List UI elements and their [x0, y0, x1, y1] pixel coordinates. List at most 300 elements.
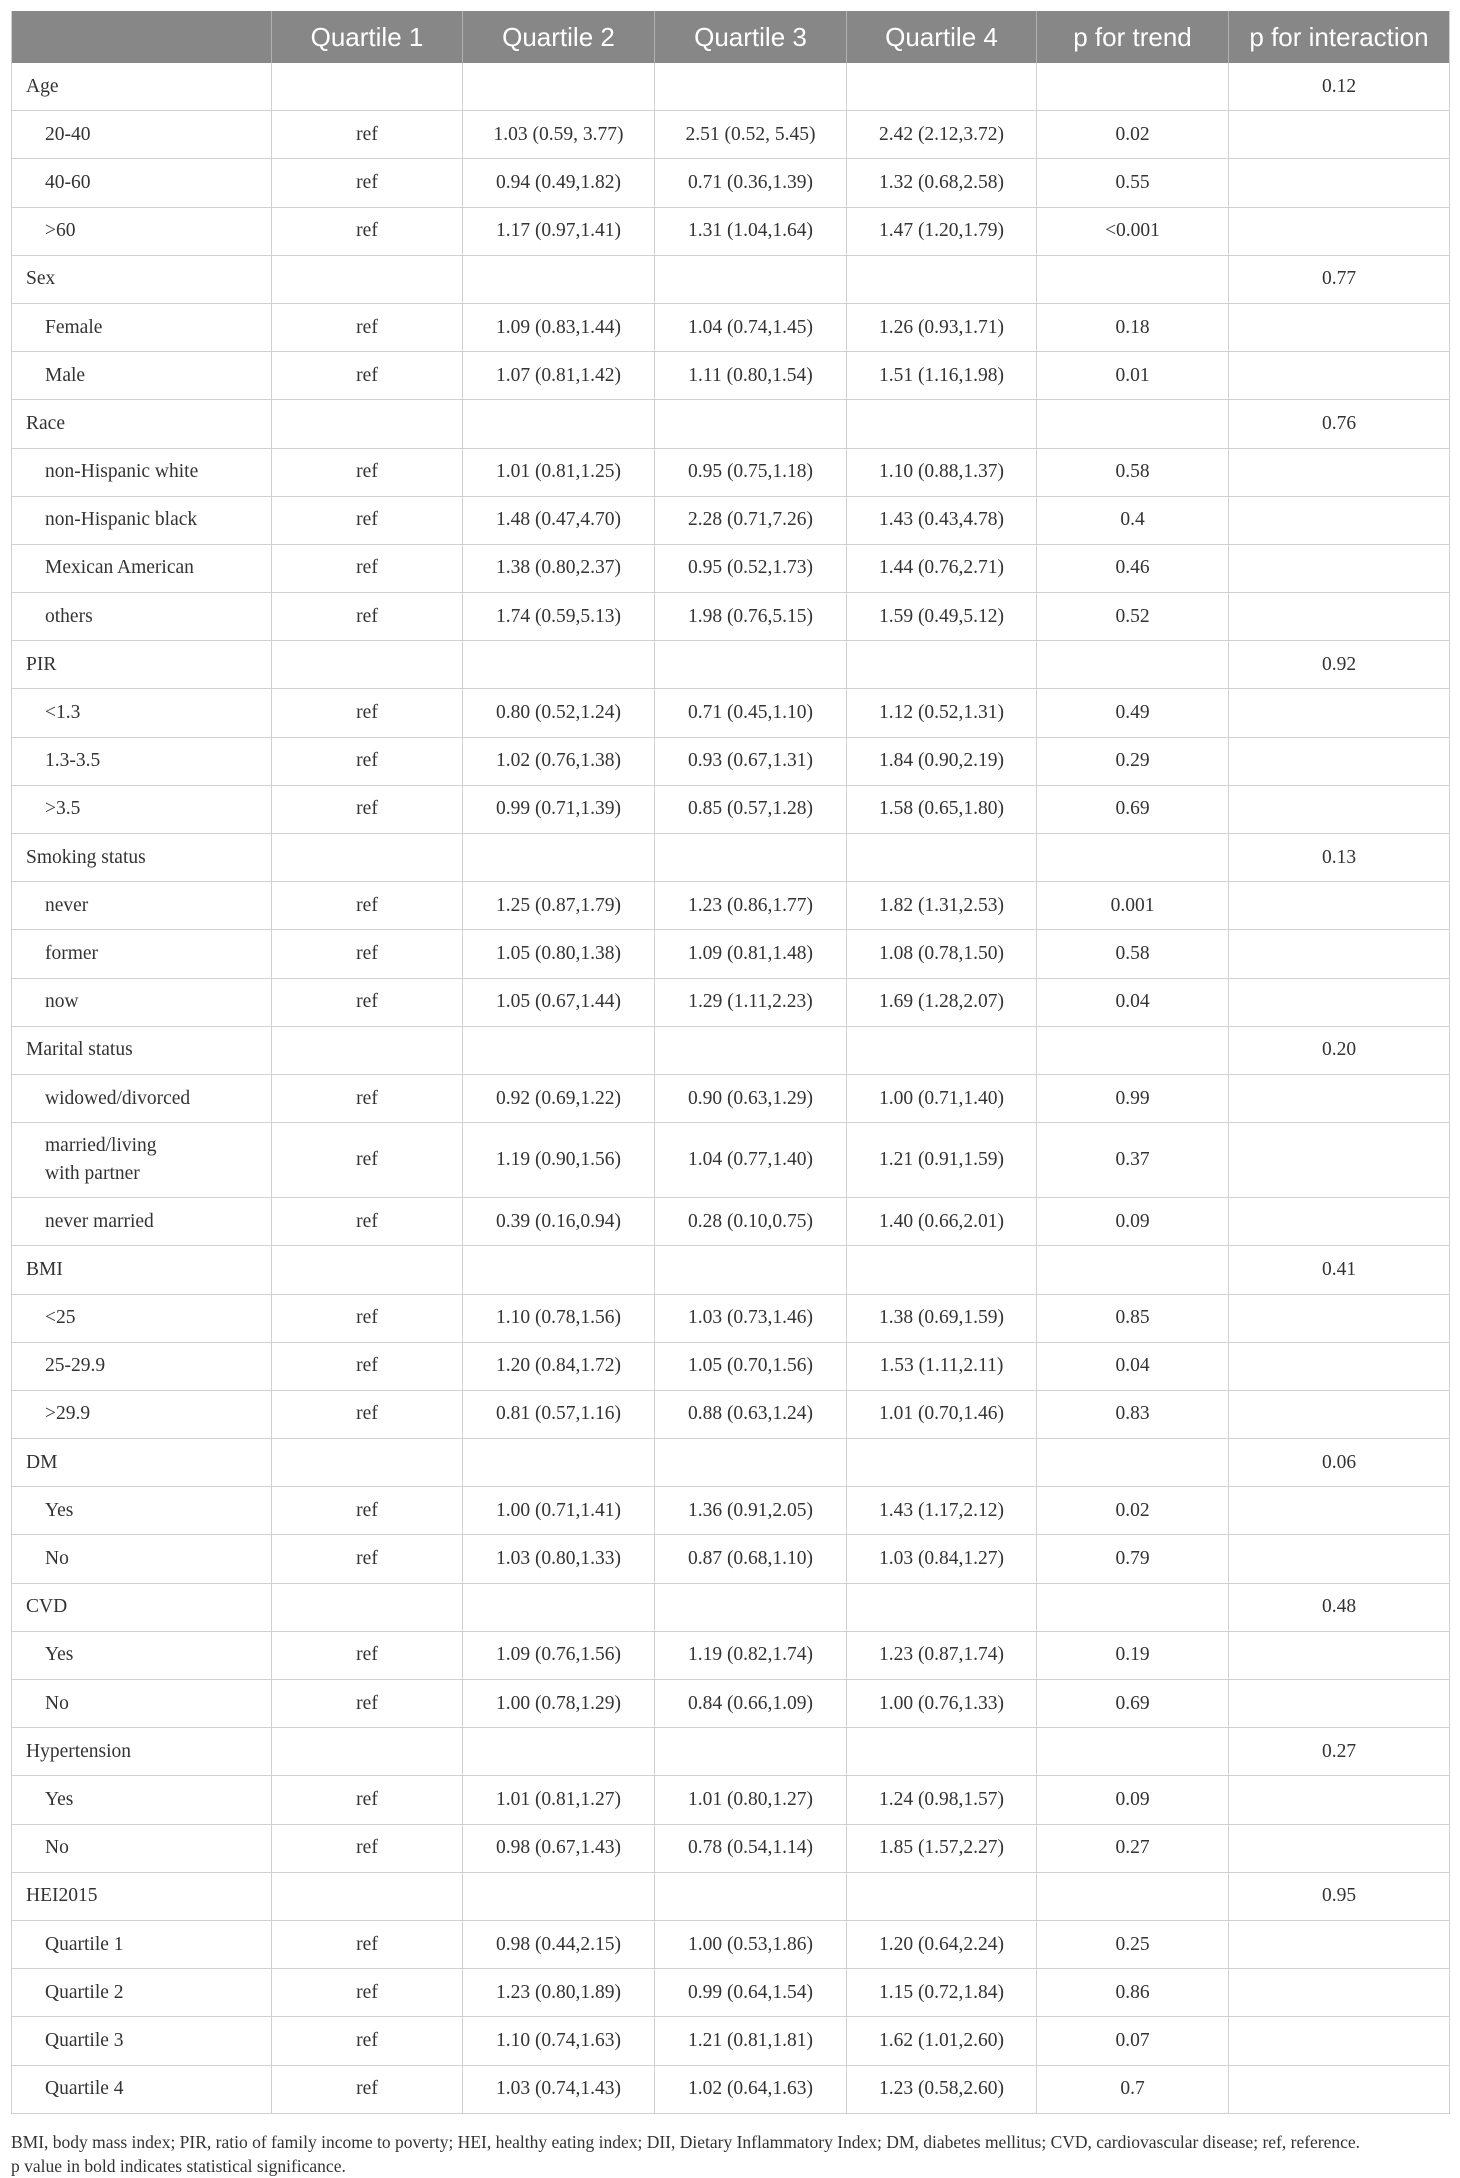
empty-cell — [463, 1439, 655, 1486]
cell-quartile-2: 1.10 (0.74,1.63) — [463, 2017, 655, 2064]
column-header-quartile-1: Quartile 1 — [272, 11, 463, 63]
cell-quartile-1: ref — [272, 159, 463, 206]
empty-cell — [655, 1439, 847, 1486]
cell-quartile-2: 0.92 (0.69,1.22) — [463, 1075, 655, 1122]
empty-cell — [1229, 352, 1449, 399]
cell-quartile-4: 1.69 (1.28,2.07) — [847, 979, 1037, 1026]
cell-quartile-1: ref — [272, 1921, 463, 1968]
table-row — [12, 1680, 1449, 1728]
subgroup-label: No — [12, 1825, 272, 1872]
empty-cell — [272, 1584, 463, 1631]
cell-quartile-4: 1.20 (0.64,2.24) — [847, 1921, 1037, 1968]
cell-quartile-3: 1.21 (0.81,1.81) — [655, 2017, 847, 2064]
subgroup-label: >29.9 — [12, 1391, 272, 1438]
table-row — [12, 979, 1449, 1027]
cell-p-for-trend: 0.4 — [1037, 497, 1229, 544]
cell-quartile-2: 0.39 (0.16,0.94) — [463, 1198, 655, 1245]
table-row — [12, 1391, 1449, 1439]
table-row — [12, 882, 1449, 930]
results-table — [11, 11, 1450, 2114]
empty-cell — [1229, 1075, 1449, 1122]
empty-cell — [1037, 641, 1229, 688]
cell-quartile-2: 1.23 (0.80,1.89) — [463, 1969, 655, 2016]
cell-quartile-1: ref — [272, 1295, 463, 1342]
empty-cell — [1229, 208, 1449, 255]
empty-cell — [847, 834, 1037, 881]
empty-cell — [655, 1027, 847, 1074]
cell-quartile-3: 1.36 (0.91,2.05) — [655, 1487, 847, 1534]
empty-cell — [655, 63, 847, 110]
cell-quartile-2: 1.02 (0.76,1.38) — [463, 738, 655, 785]
empty-cell — [1229, 497, 1449, 544]
empty-cell — [1229, 786, 1449, 833]
cell-quartile-2: 1.05 (0.67,1.44) — [463, 979, 655, 1026]
empty-cell — [1229, 882, 1449, 929]
cell-quartile-2: 1.09 (0.83,1.44) — [463, 304, 655, 351]
cell-p-for-trend: 0.7 — [1037, 2066, 1229, 2113]
empty-cell — [1037, 1873, 1229, 1920]
cell-p-for-trend: 0.69 — [1037, 786, 1229, 833]
empty-cell — [655, 641, 847, 688]
empty-cell — [1229, 1487, 1449, 1534]
subgroup-label: Yes — [12, 1487, 272, 1534]
empty-cell — [1229, 1776, 1449, 1823]
cell-quartile-1: ref — [272, 1391, 463, 1438]
group-label: HEI2015 — [12, 1873, 272, 1920]
cell-quartile-2: 0.80 (0.52,1.24) — [463, 689, 655, 736]
group-label: Race — [12, 400, 272, 447]
cell-quartile-4: 1.53 (1.11,2.11) — [847, 1343, 1037, 1390]
cell-quartile-2: 1.03 (0.80,1.33) — [463, 1535, 655, 1582]
table-row — [12, 786, 1449, 834]
table-footnotes — [11, 2130, 1451, 2178]
cell-quartile-3: 0.88 (0.63,1.24) — [655, 1391, 847, 1438]
cell-quartile-1: ref — [272, 1632, 463, 1679]
empty-cell — [1229, 1123, 1449, 1197]
cell-quartile-4: 1.12 (0.52,1.31) — [847, 689, 1037, 736]
table-row — [12, 1825, 1449, 1873]
empty-cell — [1229, 738, 1449, 785]
empty-cell — [1037, 256, 1229, 303]
cell-quartile-2: 1.05 (0.80,1.38) — [463, 930, 655, 977]
cell-quartile-2: 1.74 (0.59,5.13) — [463, 593, 655, 640]
table-row — [12, 1343, 1449, 1391]
column-header-quartile-2: Quartile 2 — [463, 11, 655, 63]
table-row — [12, 1921, 1449, 1969]
cell-quartile-1: ref — [272, 497, 463, 544]
cell-quartile-3: 1.03 (0.73,1.46) — [655, 1295, 847, 1342]
cell-quartile-4: 2.42 (2.12,3.72) — [847, 111, 1037, 158]
empty-cell — [655, 1728, 847, 1775]
subgroup-label: former — [12, 930, 272, 977]
cell-quartile-2: 0.81 (0.57,1.16) — [463, 1391, 655, 1438]
empty-cell — [847, 256, 1037, 303]
cell-quartile-4: 1.03 (0.84,1.27) — [847, 1535, 1037, 1582]
empty-cell — [1229, 1969, 1449, 2016]
empty-cell — [1229, 449, 1449, 496]
empty-cell — [847, 1584, 1037, 1631]
empty-cell — [655, 256, 847, 303]
cell-quartile-2: 1.00 (0.78,1.29) — [463, 1680, 655, 1727]
empty-cell — [1229, 1921, 1449, 1968]
cell-quartile-3: 0.93 (0.67,1.31) — [655, 738, 847, 785]
empty-cell — [1229, 1295, 1449, 1342]
cell-quartile-1: ref — [272, 1776, 463, 1823]
empty-cell — [463, 1027, 655, 1074]
cell-quartile-3: 0.95 (0.52,1.73) — [655, 545, 847, 592]
empty-cell — [847, 63, 1037, 110]
subgroup-label: now — [12, 979, 272, 1026]
cell-quartile-4: 1.26 (0.93,1.71) — [847, 304, 1037, 351]
cell-quartile-2: 1.48 (0.47,4.70) — [463, 497, 655, 544]
table-row — [12, 689, 1449, 737]
table-row — [12, 1075, 1449, 1123]
group-row — [12, 400, 1449, 448]
table-row — [12, 1198, 1449, 1246]
empty-cell — [1037, 1246, 1229, 1293]
subgroup-label: Yes — [12, 1632, 272, 1679]
cell-quartile-1: ref — [272, 689, 463, 736]
table-row — [12, 1776, 1449, 1824]
cell-quartile-1: ref — [272, 111, 463, 158]
table-row — [12, 497, 1449, 545]
group-label: Smoking status — [12, 834, 272, 881]
table-row — [12, 111, 1449, 159]
subgroup-label: others — [12, 593, 272, 640]
cell-quartile-2: 1.01 (0.81,1.27) — [463, 1776, 655, 1823]
subgroup-label: Mexican American — [12, 545, 272, 592]
cell-p-for-trend: 0.69 — [1037, 1680, 1229, 1727]
table-row — [12, 1487, 1449, 1535]
cell-quartile-4: 1.51 (1.16,1.98) — [847, 352, 1037, 399]
cell-quartile-3: 1.19 (0.82,1.74) — [655, 1632, 847, 1679]
cell-quartile-1: ref — [272, 1123, 463, 1197]
empty-cell — [847, 1873, 1037, 1920]
group-label: Sex — [12, 256, 272, 303]
empty-cell — [847, 400, 1037, 447]
group-row — [12, 641, 1449, 689]
cell-quartile-3: 0.85 (0.57,1.28) — [655, 786, 847, 833]
empty-cell — [1229, 1680, 1449, 1727]
cell-quartile-3: 0.95 (0.75,1.18) — [655, 449, 847, 496]
cell-quartile-1: ref — [272, 738, 463, 785]
cell-quartile-3: 0.28 (0.10,0.75) — [655, 1198, 847, 1245]
cell-quartile-4: 1.40 (0.66,2.01) — [847, 1198, 1037, 1245]
empty-cell — [1229, 1535, 1449, 1582]
table-row — [12, 738, 1449, 786]
table-row — [12, 159, 1449, 207]
cell-quartile-3: 0.84 (0.66,1.09) — [655, 1680, 847, 1727]
empty-cell — [1037, 400, 1229, 447]
cell-quartile-1: ref — [272, 979, 463, 1026]
table-row — [12, 545, 1449, 593]
subgroup-label: non-Hispanic white — [12, 449, 272, 496]
empty-cell — [463, 1728, 655, 1775]
empty-cell — [463, 641, 655, 688]
empty-cell — [655, 1584, 847, 1631]
empty-cell — [1229, 1391, 1449, 1438]
empty-cell — [1037, 834, 1229, 881]
subgroup-label: never — [12, 882, 272, 929]
table-row — [12, 2066, 1449, 2114]
cell-quartile-2: 0.98 (0.67,1.43) — [463, 1825, 655, 1872]
empty-cell — [1037, 1439, 1229, 1486]
empty-cell — [463, 63, 655, 110]
cell-p-for-interaction: 0.48 — [1321, 1596, 1357, 1618]
cell-p-for-trend: <0.001 — [1037, 208, 1229, 255]
subgroup-label: 25-29.9 — [12, 1343, 272, 1390]
column-header-p-for-trend: p for trend — [1037, 11, 1229, 63]
table-row — [12, 1969, 1449, 2017]
empty-cell — [463, 256, 655, 303]
cell-p-for-trend: 0.02 — [1037, 1487, 1229, 1534]
empty-cell — [272, 641, 463, 688]
cell-p-for-trend: 0.09 — [1037, 1776, 1229, 1823]
empty-cell — [272, 400, 463, 447]
cell-p-for-interaction: 0.20 — [1321, 1039, 1357, 1061]
subgroup-label: >3.5 — [12, 786, 272, 833]
subgroup-label: 1.3-3.5 — [12, 738, 272, 785]
empty-cell — [847, 1027, 1037, 1074]
cell-p-for-interaction: 0.06 — [1321, 1451, 1357, 1473]
empty-cell — [463, 834, 655, 881]
cell-quartile-3: 1.29 (1.11,2.23) — [655, 979, 847, 1026]
cell-p-for-trend: 0.09 — [1037, 1198, 1229, 1245]
empty-cell — [272, 256, 463, 303]
column-header-quartile-3: Quartile 3 — [655, 11, 847, 63]
column-header-p-for-interaction: p for interaction — [1249, 22, 1429, 52]
cell-p-for-interaction: 0.76 — [1321, 412, 1357, 434]
cell-quartile-1: ref — [272, 882, 463, 929]
subgroup-label: No — [12, 1680, 272, 1727]
cell-quartile-4: 1.23 (0.58,2.60) — [847, 2066, 1037, 2113]
cell-quartile-1: ref — [272, 1075, 463, 1122]
cell-quartile-3: 1.31 (1.04,1.64) — [655, 208, 847, 255]
empty-cell — [1229, 2017, 1449, 2064]
cell-quartile-2: 1.07 (0.81,1.42) — [463, 352, 655, 399]
cell-p-for-trend: 0.27 — [1037, 1825, 1229, 1872]
cell-quartile-2: 1.38 (0.80,2.37) — [463, 545, 655, 592]
cell-p-for-trend: 0.49 — [1037, 689, 1229, 736]
cell-quartile-1: ref — [272, 352, 463, 399]
cell-p-for-trend: 0.86 — [1037, 1969, 1229, 2016]
empty-cell — [1229, 1825, 1449, 1872]
empty-cell — [463, 1873, 655, 1920]
cell-quartile-3: 2.51 (0.52, 5.45) — [655, 111, 847, 158]
cell-quartile-4: 1.23 (0.87,1.74) — [847, 1632, 1037, 1679]
cell-p-for-trend: 0.04 — [1037, 979, 1229, 1026]
cell-quartile-4: 1.21 (0.91,1.59) — [847, 1123, 1037, 1197]
empty-cell — [1229, 689, 1449, 736]
cell-p-for-trend: 0.04 — [1037, 1343, 1229, 1390]
cell-quartile-3: 1.98 (0.76,5.15) — [655, 593, 847, 640]
group-label: Age — [12, 63, 272, 110]
table-row — [12, 208, 1449, 256]
group-label: DM — [12, 1439, 272, 1486]
cell-quartile-4: 1.43 (0.43,4.78) — [847, 497, 1037, 544]
empty-cell — [272, 1728, 463, 1775]
table-row — [12, 449, 1449, 497]
cell-quartile-4: 1.08 (0.78,1.50) — [847, 930, 1037, 977]
subgroup-label: Yes — [12, 1776, 272, 1823]
cell-quartile-4: 1.47 (1.20,1.79) — [847, 208, 1037, 255]
empty-cell — [1229, 1198, 1449, 1245]
cell-p-for-interaction: 0.41 — [1321, 1258, 1357, 1280]
empty-cell — [272, 1246, 463, 1293]
subgroup-label: 20-40 — [12, 111, 272, 158]
cell-p-for-interaction: 0.92 — [1321, 653, 1357, 675]
cell-quartile-3: 1.00 (0.53,1.86) — [655, 1921, 847, 1968]
cell-p-for-trend: 0.29 — [1037, 738, 1229, 785]
cell-quartile-1: ref — [272, 545, 463, 592]
cell-quartile-2: 1.19 (0.90,1.56) — [463, 1123, 655, 1197]
footnote-significance: p value in bold indicates statistical significance. — [11, 2156, 346, 2176]
cell-p-for-trend: 0.58 — [1037, 449, 1229, 496]
empty-cell — [847, 1439, 1037, 1486]
cell-p-for-trend: 0.02 — [1037, 111, 1229, 158]
cell-quartile-2: 1.03 (0.74,1.43) — [463, 2066, 655, 2113]
empty-cell — [655, 1246, 847, 1293]
cell-p-for-trend: 0.37 — [1037, 1123, 1229, 1197]
cell-quartile-3: 1.02 (0.64,1.63) — [655, 2066, 847, 2113]
cell-quartile-3: 0.87 (0.68,1.10) — [655, 1535, 847, 1582]
table-row — [12, 304, 1449, 352]
cell-quartile-3: 1.01 (0.80,1.27) — [655, 1776, 847, 1823]
cell-p-for-trend: 0.07 — [1037, 2017, 1229, 2064]
cell-quartile-1: ref — [272, 593, 463, 640]
cell-p-for-trend: 0.58 — [1037, 930, 1229, 977]
cell-quartile-4: 1.84 (0.90,2.19) — [847, 738, 1037, 785]
cell-p-for-trend: 0.83 — [1037, 1391, 1229, 1438]
empty-cell — [847, 1728, 1037, 1775]
footnote-abbreviations: BMI, body mass index; PIR, ratio of family income to poverty; HEI, healthy eating index; DII, Dietary Inflammatory Index; DM, diabetes mellitus; CVD, cardiovascular disease; ref, reference. — [11, 2132, 1361, 2152]
empty-cell — [1229, 545, 1449, 592]
cell-quartile-3: 0.71 (0.45,1.10) — [655, 689, 847, 736]
subgroup-label: <25 — [12, 1295, 272, 1342]
cell-p-for-trend: 0.01 — [1037, 352, 1229, 399]
cell-quartile-1: ref — [272, 786, 463, 833]
subgroup-label: married/living with partner — [12, 1123, 272, 1197]
cell-quartile-1: ref — [272, 1198, 463, 1245]
cell-quartile-3: 1.09 (0.81,1.48) — [655, 930, 847, 977]
cell-quartile-4: 1.62 (1.01,2.60) — [847, 2017, 1037, 2064]
table-row — [12, 1632, 1449, 1680]
cell-quartile-2: 1.00 (0.71,1.41) — [463, 1487, 655, 1534]
cell-quartile-2: 1.03 (0.59, 3.77) — [463, 111, 655, 158]
empty-cell — [1037, 1728, 1229, 1775]
group-label: Marital status — [12, 1027, 272, 1074]
cell-quartile-1: ref — [272, 208, 463, 255]
cell-quartile-3: 0.78 (0.54,1.14) — [655, 1825, 847, 1872]
empty-cell — [272, 834, 463, 881]
cell-quartile-4: 1.43 (1.17,2.12) — [847, 1487, 1037, 1534]
cell-quartile-4: 1.15 (0.72,1.84) — [847, 1969, 1037, 2016]
cell-quartile-3: 1.23 (0.86,1.77) — [655, 882, 847, 929]
subgroup-label: Quartile 4 — [12, 2066, 272, 2113]
subgroup-label: >60 — [12, 208, 272, 255]
cell-quartile-1: ref — [272, 2017, 463, 2064]
table-row — [12, 2017, 1449, 2065]
empty-cell — [463, 1246, 655, 1293]
cell-quartile-1: ref — [272, 1487, 463, 1534]
cell-quartile-1: ref — [272, 2066, 463, 2113]
empty-cell — [655, 400, 847, 447]
cell-p-for-trend: 0.52 — [1037, 593, 1229, 640]
subgroup-label: non-Hispanic black — [12, 497, 272, 544]
table-row — [12, 1123, 1449, 1198]
empty-cell — [272, 1439, 463, 1486]
cell-quartile-3: 1.04 (0.74,1.45) — [655, 304, 847, 351]
empty-cell — [1037, 63, 1229, 110]
cell-quartile-4: 1.00 (0.76,1.33) — [847, 1680, 1037, 1727]
subgroup-label: Quartile 3 — [12, 2017, 272, 2064]
cell-quartile-4: 1.82 (1.31,2.53) — [847, 882, 1037, 929]
empty-cell — [847, 641, 1037, 688]
cell-quartile-2: 1.20 (0.84,1.72) — [463, 1343, 655, 1390]
cell-quartile-4: 1.32 (0.68,2.58) — [847, 159, 1037, 206]
group-label: CVD — [12, 1584, 272, 1631]
cell-quartile-2: 1.25 (0.87,1.79) — [463, 882, 655, 929]
cell-p-for-trend: 0.85 — [1037, 1295, 1229, 1342]
cell-quartile-2: 0.98 (0.44,2.15) — [463, 1921, 655, 1968]
cell-p-for-interaction: 0.77 — [1321, 268, 1357, 290]
cell-p-for-interaction: 0.27 — [1321, 1740, 1357, 1762]
group-row — [12, 63, 1449, 111]
table-row — [12, 352, 1449, 400]
subgroup-label: Female — [12, 304, 272, 351]
cell-quartile-2: 0.99 (0.71,1.39) — [463, 786, 655, 833]
cell-quartile-2: 1.01 (0.81,1.25) — [463, 449, 655, 496]
cell-quartile-4: 1.38 (0.69,1.59) — [847, 1295, 1037, 1342]
table-row — [12, 1535, 1449, 1583]
subgroup-label: Quartile 2 — [12, 1969, 272, 2016]
empty-cell — [463, 1584, 655, 1631]
cell-p-for-trend: 0.19 — [1037, 1632, 1229, 1679]
empty-cell — [1037, 1027, 1229, 1074]
cell-p-for-trend: 0.001 — [1037, 882, 1229, 929]
cell-quartile-2: 1.09 (0.76,1.56) — [463, 1632, 655, 1679]
cell-p-for-interaction: 0.13 — [1321, 846, 1357, 868]
empty-cell — [1229, 930, 1449, 977]
group-label: BMI — [12, 1246, 272, 1293]
empty-cell — [655, 1873, 847, 1920]
cell-quartile-1: ref — [272, 1535, 463, 1582]
subgroup-label: Male — [12, 352, 272, 399]
empty-cell — [1229, 304, 1449, 351]
cell-p-for-trend: 0.46 — [1037, 545, 1229, 592]
empty-cell — [1229, 979, 1449, 1026]
cell-p-for-interaction: 0.95 — [1321, 1885, 1357, 1907]
empty-cell — [463, 400, 655, 447]
cell-p-for-interaction: 0.12 — [1321, 75, 1357, 97]
cell-quartile-3: 0.90 (0.63,1.29) — [655, 1075, 847, 1122]
empty-cell — [272, 1873, 463, 1920]
table-row — [12, 593, 1449, 641]
empty-cell — [1229, 593, 1449, 640]
group-row — [12, 256, 1449, 304]
table-row — [12, 1295, 1449, 1343]
empty-cell — [1229, 1632, 1449, 1679]
empty-cell — [1037, 1584, 1229, 1631]
cell-quartile-1: ref — [272, 930, 463, 977]
column-header-label — [12, 11, 272, 63]
cell-p-for-trend: 0.99 — [1037, 1075, 1229, 1122]
group-row — [12, 1728, 1449, 1776]
cell-quartile-1: ref — [272, 1825, 463, 1872]
empty-cell — [1229, 159, 1449, 206]
cell-quartile-1: ref — [272, 1969, 463, 2016]
group-row — [12, 1027, 1449, 1075]
